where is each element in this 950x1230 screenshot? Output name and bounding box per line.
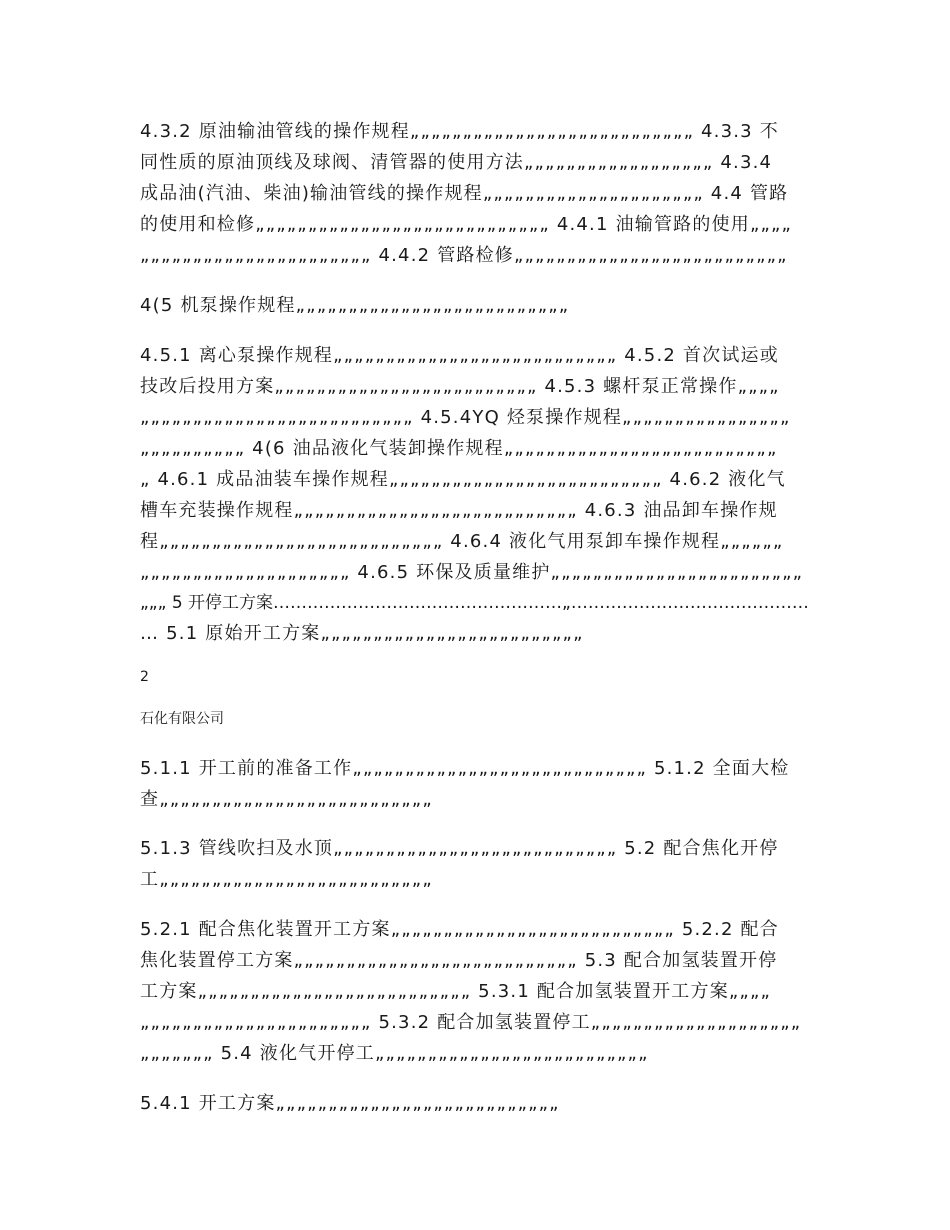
toc-line: 程„„„„„„„„„„„„„„„„„„„„„„„„„„„ 4.6.4 液化气用泵卸车操作规程„„„„„„	[140, 531, 784, 552]
toc-line: 成品油(汽油、柴油)输油管线的操作规程„„„„„„„„„„„„„„„„„„„„„ 4.4 管路	[140, 183, 789, 204]
toc-line: 焦化装置停工方案„„„„„„„„„„„„„„„„„„„„„„„„„„„ 5.3 配合加氢装置开停	[140, 950, 778, 971]
toc-line: „„„„„„„„„„„„„„„„„„„„„„„„„„ 4.5.4YQ 烃泵操作规程„„„„„„„„„„„„„„„„	[140, 407, 791, 428]
toc-line: „„„„„„„„„„ 4(6 油品液化气装卸操作规程„„„„„„„„„„„„„„„„„„„„„„„„„„	[140, 438, 778, 459]
toc-line: „„„ 5 开停工方案……………………………………………„……………………………………	[140, 593, 809, 613]
toc-line: 工„„„„„„„„„„„„„„„„„„„„„„„„„„	[140, 869, 433, 890]
toc-line: 工方案„„„„„„„„„„„„„„„„„„„„„„„„„„ 5.3.1 配合加氢装置开工方案„„„„	[140, 981, 771, 1002]
toc-line: 5.4.1 开工方案„„„„„„„„„„„„„„„„„„„„„„„„„„„	[140, 1093, 560, 1114]
toc-line: 技改后投用方案„„„„„„„„„„„„„„„„„„„„„„„„„ 4.5.3 螺杆泵正常操作„„„„	[140, 376, 780, 397]
toc-line: „ 4.6.1 成品油装车操作规程„„„„„„„„„„„„„„„„„„„„„„„„„„ 4.6.2 液化气	[140, 469, 786, 490]
toc-line: „„„„„„„„„„„„„„„„„„„„„„ 4.4.2 管路检修„„„„„„„„„„„„„„„„„„„„„„„„„„	[140, 245, 788, 266]
toc-line: … 5.1 原始开工方案„„„„„„„„„„„„„„„„„„„„„„„„„	[140, 623, 584, 644]
toc-line: 5.2.1 配合焦化装置开工方案„„„„„„„„„„„„„„„„„„„„„„„„„„„ 5.2.2 配合	[140, 919, 779, 940]
toc-line: „„„„„„„ 5.4 液化气开停工„„„„„„„„„„„„„„„„„„„„„„„„„„	[140, 1043, 649, 1064]
toc-line: 查„„„„„„„„„„„„„„„„„„„„„„„„„„	[140, 789, 433, 810]
toc-line: 4.3.2 原油输油管线的操作规程„„„„„„„„„„„„„„„„„„„„„„„„„„„ 4.3.3 不	[140, 121, 779, 142]
toc-line: 5.1.3 管线吹扫及水顶„„„„„„„„„„„„„„„„„„„„„„„„„„„ 5.2 配合焦化开停	[140, 838, 779, 859]
page-number: 2	[140, 669, 149, 685]
company-header: 石化有限公司	[140, 711, 224, 727]
toc-line: 的使用和检修„„„„„„„„„„„„„„„„„„„„„„„„„„„„ 4.4.1 油输管路的使用„„„„	[140, 214, 793, 235]
toc-line: „„„„„„„„„„„„„„„„„„„„„„ 5.3.2 配合加氢装置停工„„„„„„„„„„„„„„„„„„„„	[140, 1012, 802, 1033]
toc-line: 4(5 机泵操作规程„„„„„„„„„„„„„„„„„„„„„„„„„„	[140, 295, 570, 316]
toc-line: „„„„„„„„„„„„„„„„„„„„ 4.6.5 环保及质量维护„„„„„„„„„„„„„„„„„„„„„„„„	[140, 562, 804, 583]
toc-line: 同性质的原油顶线及球阀、清管器的使用方法„„„„„„„„„„„„„„„„„„ 4.3.4	[140, 152, 773, 173]
toc-line: 5.1.1 开工前的准备工作„„„„„„„„„„„„„„„„„„„„„„„„„„„„ 5.1.2 全面大检	[140, 758, 790, 779]
toc-line: 4.5.1 离心泵操作规程„„„„„„„„„„„„„„„„„„„„„„„„„„„ 4.5.2 首次试运或	[140, 345, 779, 366]
toc-line: 槽车充装操作规程„„„„„„„„„„„„„„„„„„„„„„„„„„„ 4.6.3 油品卸车操作规	[140, 500, 778, 521]
